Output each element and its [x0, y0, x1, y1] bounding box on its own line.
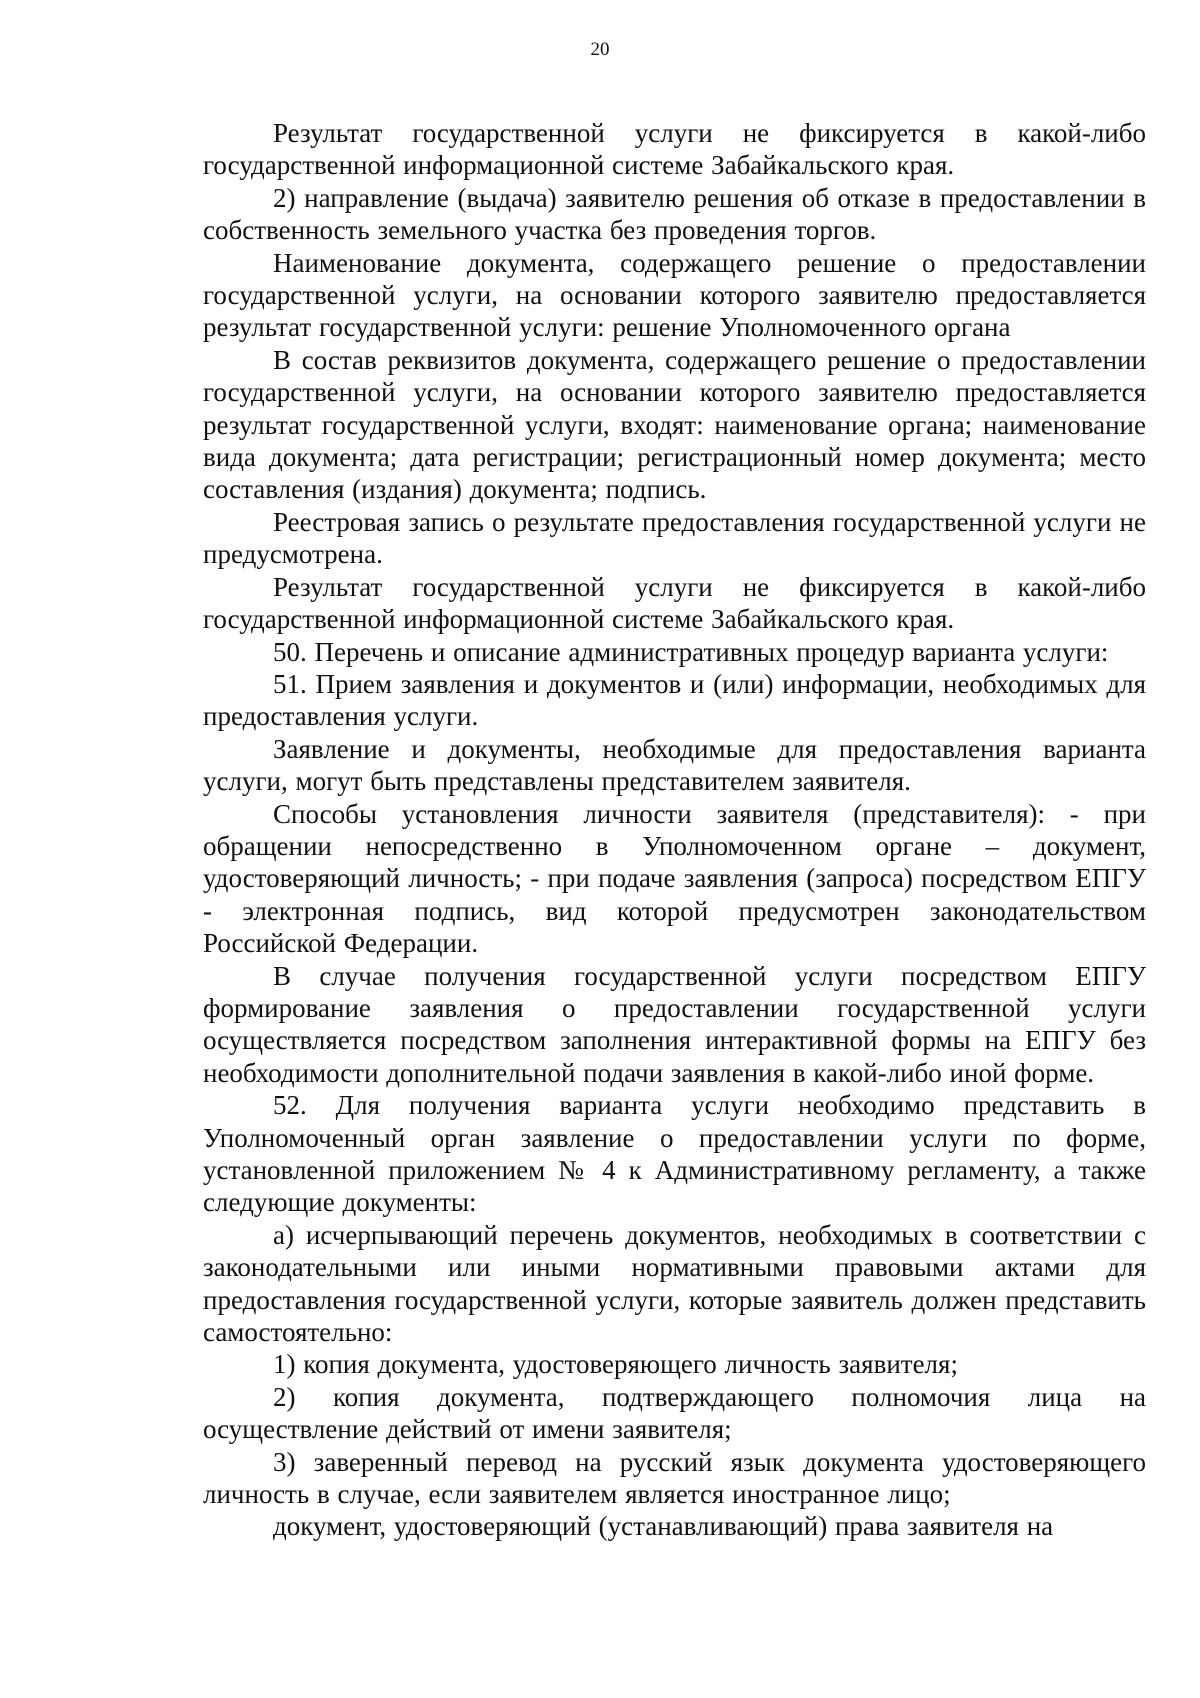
paragraph: 50. Перечень и описание административных процедур варианта услуги:	[273, 636, 1109, 667]
document-body	[203, 117, 1146, 1543]
paragraph: Наименование документа, содержащего решение о предоставлении государственной услуги, на основании которого заявителю предоставляется результат государственной услуги: решение Уполномоченного органа	[203, 247, 1146, 343]
paragraph: 2) направление (выдача) заявителю решения об отказе в предоставлении в собственность земельного участка без проведения торгов.	[203, 182, 1146, 246]
paragraph: Результат государственной услуги не фиксируется в какой-либо государственной информационной системе Забайкальского края.	[203, 118, 1146, 181]
paragraph: а) исчерпывающий перечень документов, необходимых в соответствии с законодательными или иными нормативными правовыми актами для предоставления государственной услуги, которые заявитель должен представить самостоятельно:	[203, 1219, 1146, 1348]
paragraph: 2) копия документа, подтверждающего полномочия лица на осуществление действий от имени заявителя;	[203, 1381, 1146, 1445]
paragraph: 1) копия документа, удостоверяющего личность заявителя;	[273, 1349, 958, 1380]
paragraph: документ, удостоверяющий (устанавливающий) права заявителя на	[273, 1511, 1054, 1542]
paragraph: Результат государственной услуги не фиксируется в какой-либо государственной информационной системе Забайкальского края.	[203, 571, 1146, 635]
page-number: 20	[590, 39, 610, 60]
paragraph: В случае получения государственной услуги посредством ЕПГУ формирование заявления о предоставлении государственной услуги осуществляется посредством заполнения интерактивной формы на ЕПГУ без необходимости дополнительной подачи заявления в какой-либо иной форме.	[203, 960, 1146, 1088]
paragraph: Способы установления личности заявителя (представителя): - при обращении непосредственно в Уполномоченном органе – документ, удостоверяющий личность; - при подаче заявления (запроса) посредством ЕПГУ - электронная подпись, вид которой предусмотрен законодательством Российской Федерации.	[203, 798, 1146, 959]
paragraph: 51. Прием заявления и документов и (или) информации, необходимых для предоставления услуги.	[203, 668, 1146, 732]
paragraph: В состав реквизитов документа, содержащего решение о предоставлении государственной услуги, на основании которого заявителю предоставляется результат государственной услуги, входят: наименование органа; наименование вида документа; дата регистрации; регистрационный номер документа; место составления (издания) документа; подпись.	[203, 344, 1146, 505]
paragraph: Реестровая запись о результате предоставления государственной услуги не предусмотрена.	[203, 506, 1146, 570]
paragraph: Заявление и документы, необходимые для предоставления варианта услуги, могут быть представлены представителем заявителя.	[203, 733, 1146, 797]
paragraph: 52. Для получения варианта услуги необходимо представить в Уполномоченный орган заявление о предоставлении услуги по форме, установленной приложением № 4 к Административному регламенту, а также следующие документы:	[203, 1090, 1146, 1218]
paragraph: 3) заверенный перевод на русский язык документа удостоверяющего личность в случае, если заявителем является иностранное лицо;	[203, 1446, 1146, 1510]
